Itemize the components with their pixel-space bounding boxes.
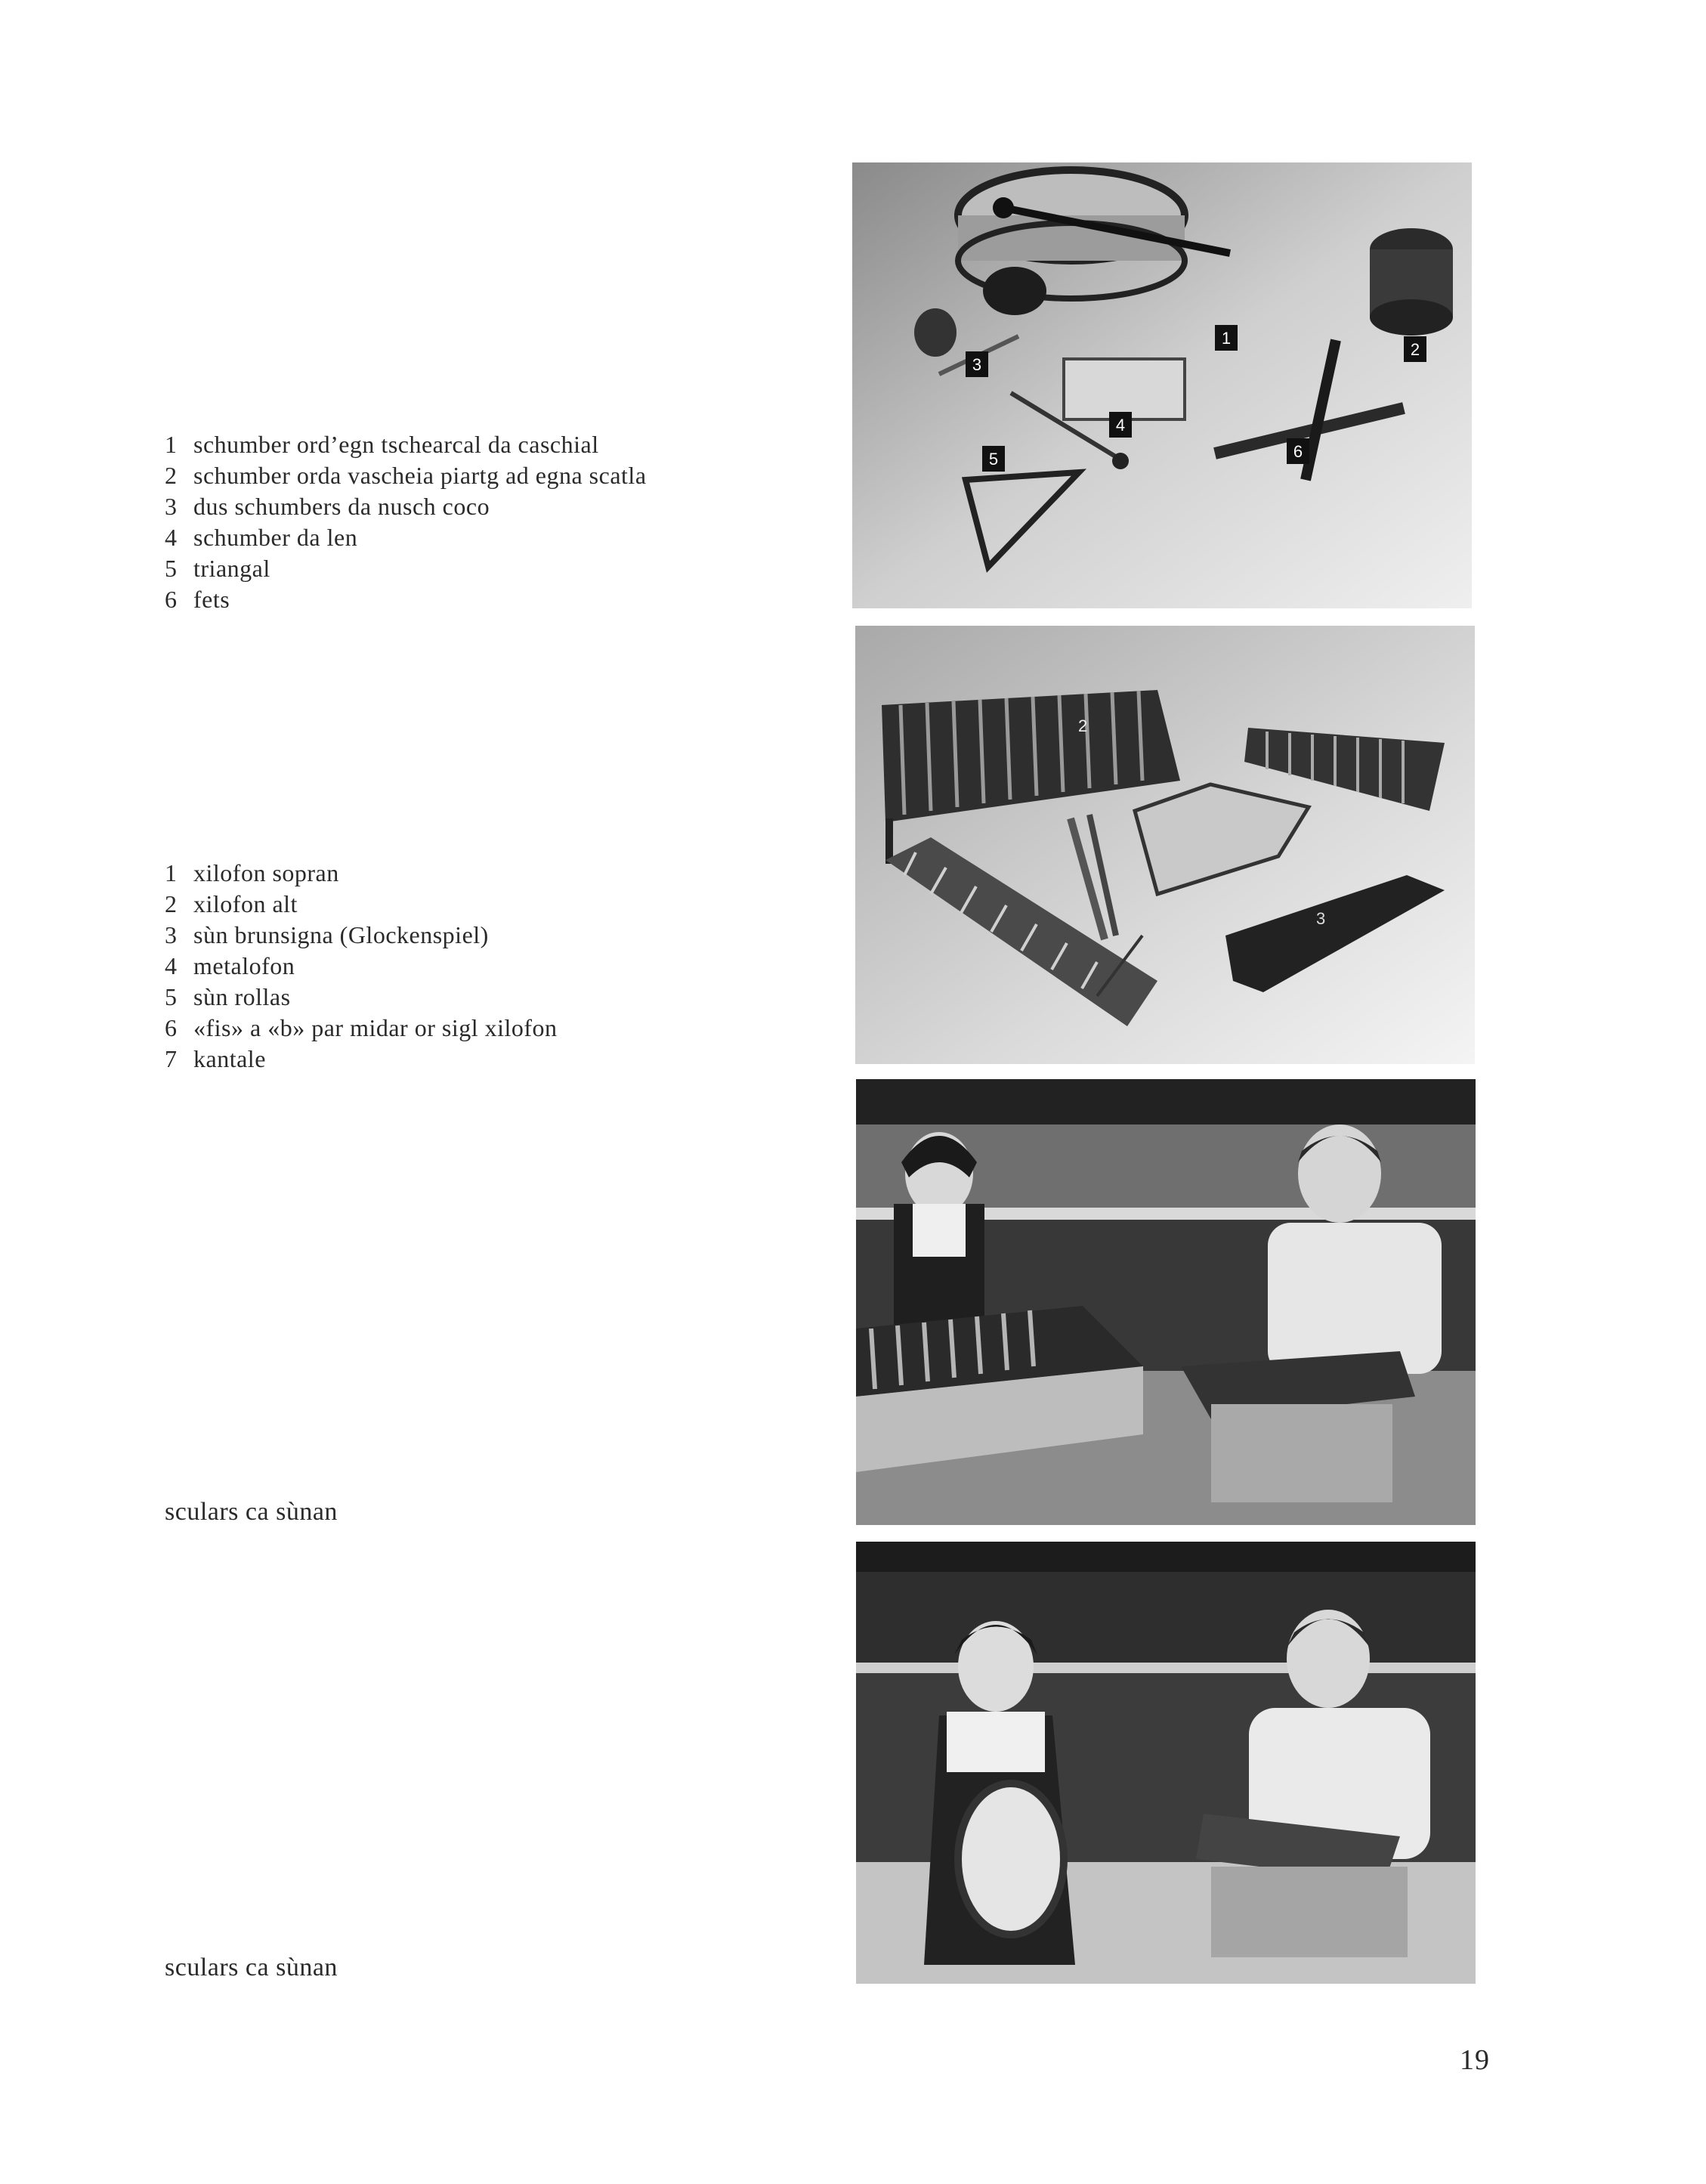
page-number: 19 [1460, 2044, 1490, 2076]
coconut-shell [983, 267, 1046, 315]
caption-line: 3 sùn brunsigna (Glockenspiel) [165, 921, 489, 948]
instrument-label-5: 5 [988, 450, 999, 469]
mallet-instruments-photo [855, 626, 1475, 1064]
boy [1298, 1124, 1381, 1223]
caption-line: 6 fets [165, 586, 230, 613]
wood-block [1064, 359, 1185, 419]
caption-line: 2 xilofon alt [165, 890, 298, 917]
caption-line: 4 metalofon [165, 952, 295, 979]
frame-drum [958, 1783, 1064, 1935]
caption-line: 4 schumber da len [165, 524, 358, 551]
caption-line: 1 xilofon sopran [165, 859, 339, 886]
photo3-caption: sculars ca sùnan [165, 1498, 338, 1526]
instrument-label-1: 1 [1221, 329, 1232, 348]
instrument-label-4: 4 [1115, 416, 1126, 435]
caption-line: 5 sùn rollas [165, 983, 291, 1010]
caption-line: 7 kantale [165, 1045, 266, 1072]
instrument-label-2: 2 [1410, 340, 1420, 359]
caption-line: 1 schumber ord’egn tschearcal da caschial [165, 431, 599, 458]
instrument-label-3: 3 [972, 355, 982, 374]
coconut-shell [914, 308, 957, 357]
instrument-label-3: 3 [1316, 909, 1326, 928]
instrument-label-6: 6 [1293, 442, 1303, 461]
percussion-caption [165, 429, 647, 615]
photo4-caption: sculars ca sùnan [165, 1954, 338, 1981]
percussion-instruments-photo [852, 162, 1472, 608]
boy [1287, 1610, 1370, 1708]
mallet-caption [165, 858, 558, 1075]
caption-line: 5 triangal [165, 555, 270, 582]
children-playing-photo-2 [856, 1542, 1476, 1984]
instrument-label-2: 2 [1078, 716, 1088, 735]
caption-line: 2 schumber orda vascheia piartg ad egna scatla [165, 462, 647, 489]
children-playing-photo-1 [856, 1079, 1476, 1525]
caption-line: 3 dus schumbers da nusch coco [165, 493, 490, 520]
caption-line: 6 «fis» a «b» par midar or sigl xilofon [165, 1014, 558, 1041]
